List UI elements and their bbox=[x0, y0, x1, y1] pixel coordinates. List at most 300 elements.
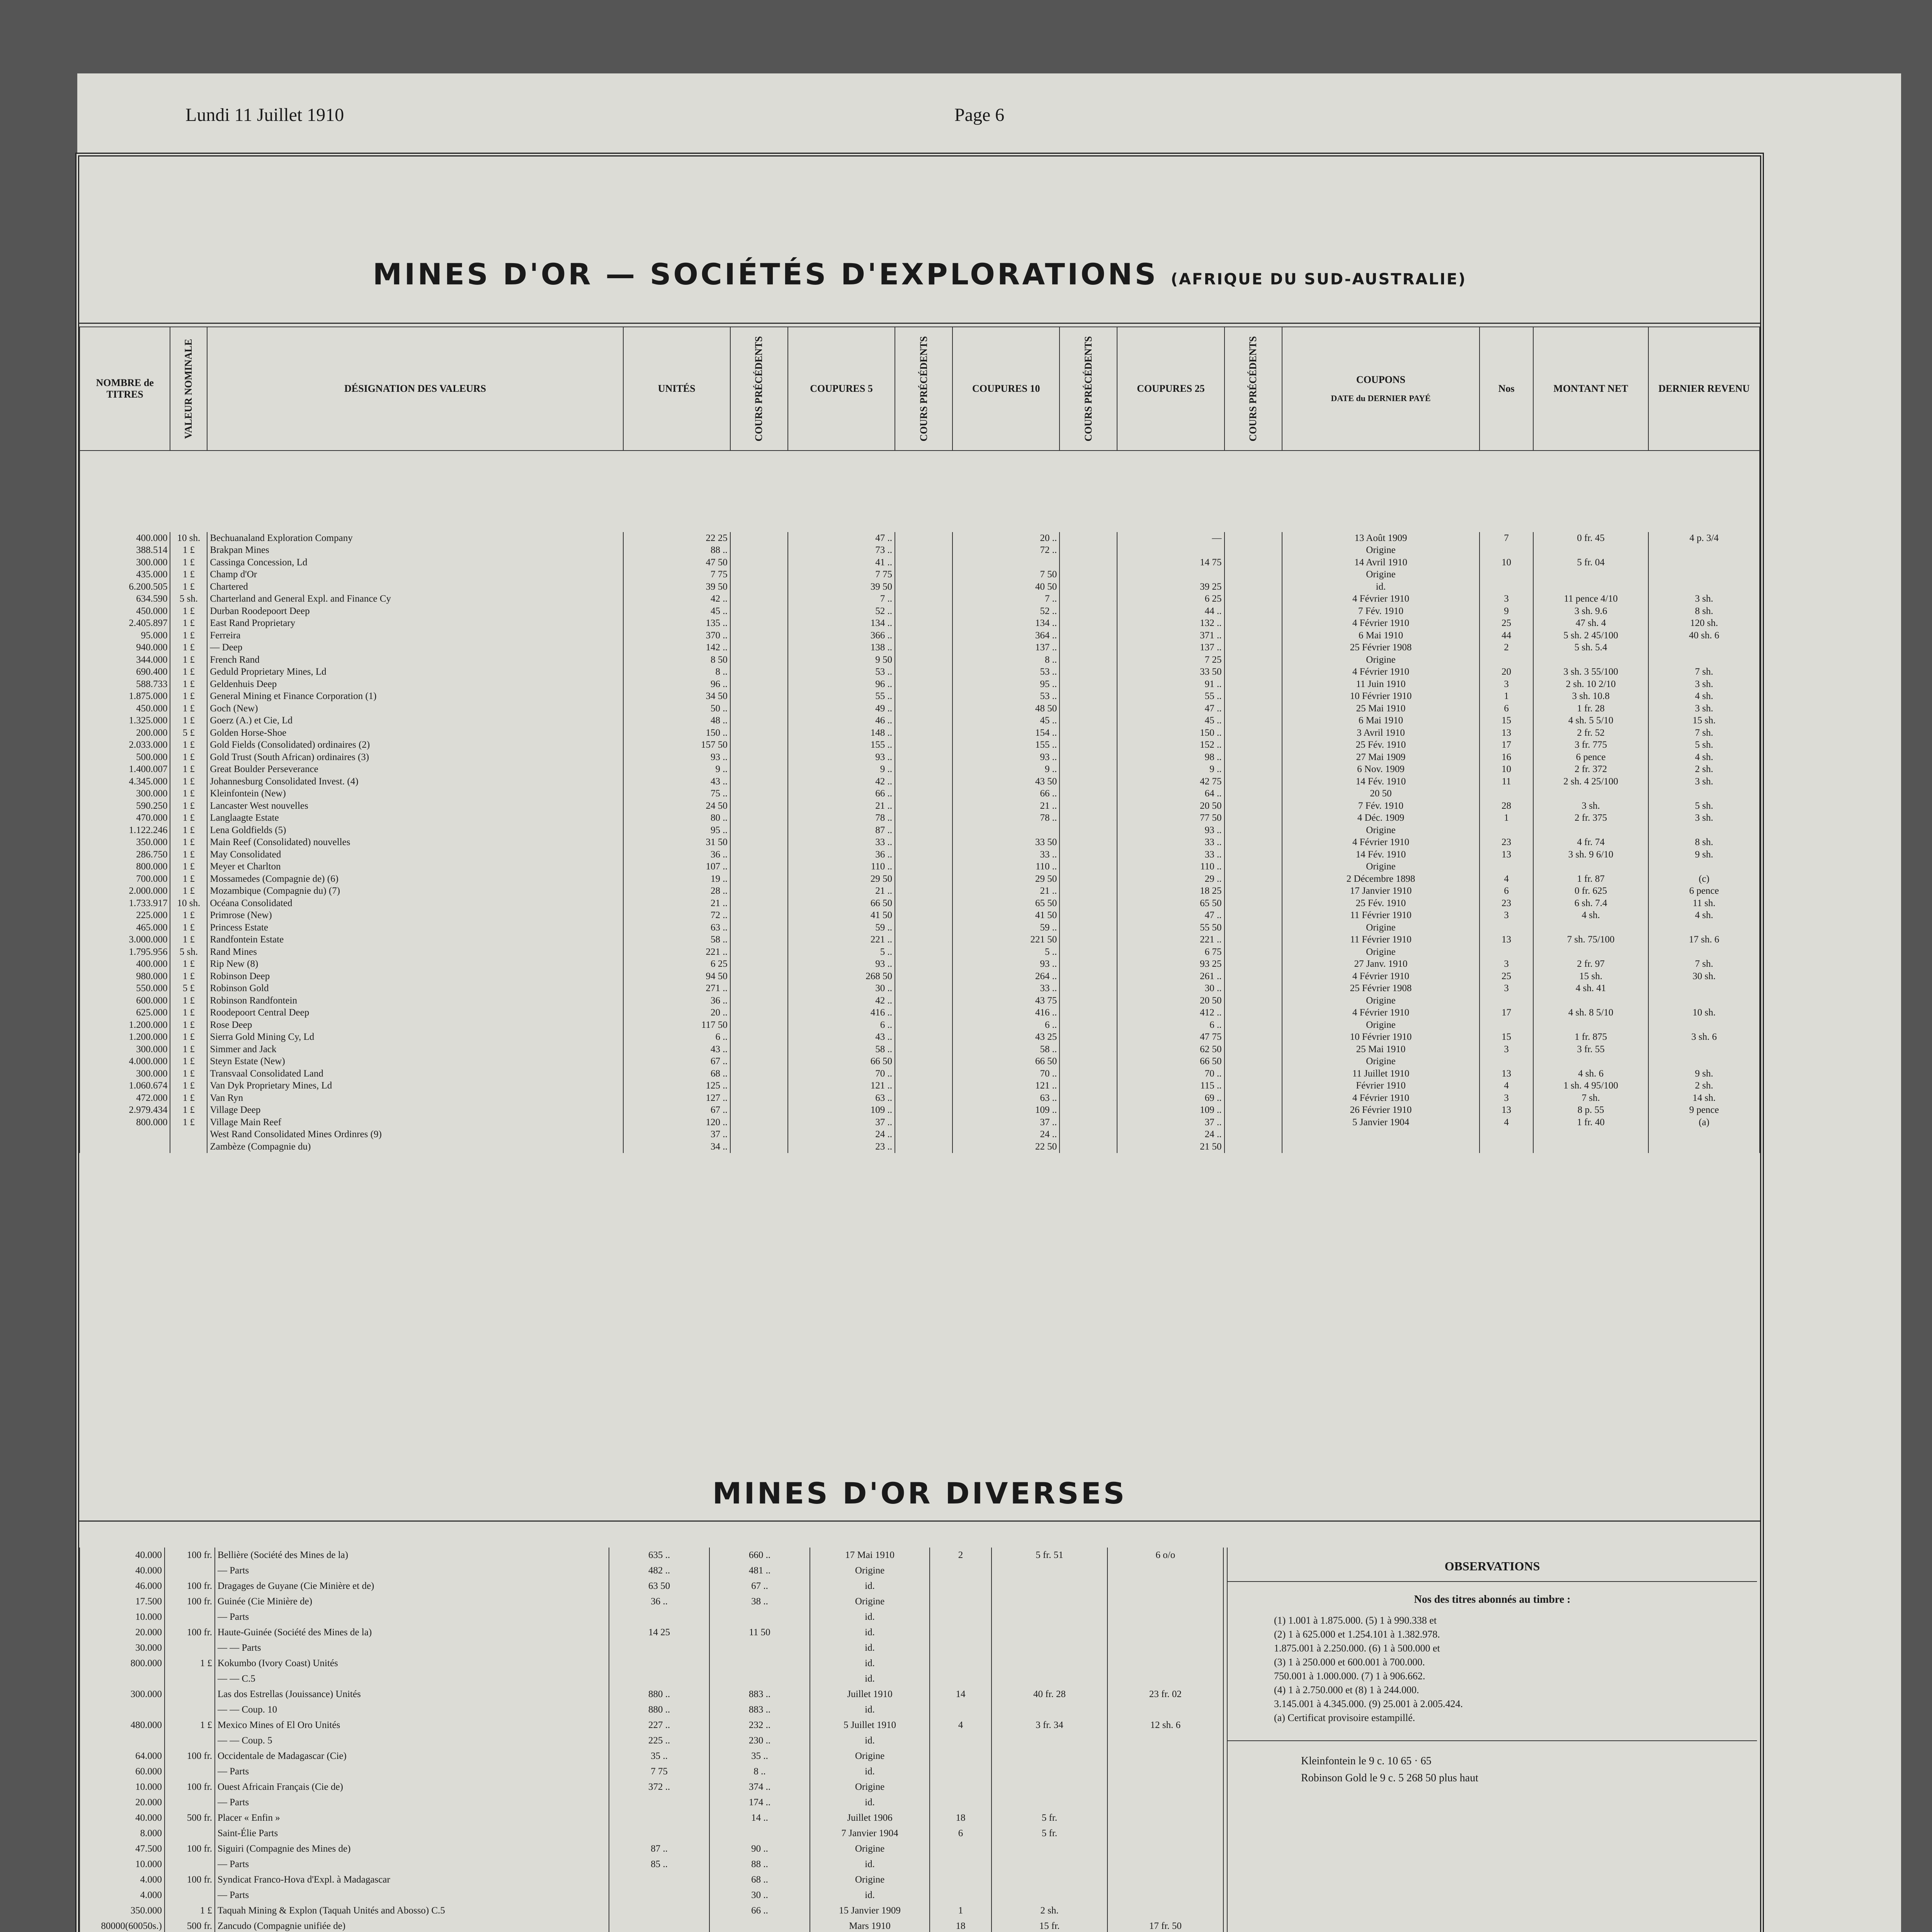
table-cell: Primrose (New) bbox=[207, 910, 623, 922]
table-cell: 3 sh. bbox=[1648, 678, 1760, 690]
table-cell: 40 50 bbox=[952, 581, 1060, 593]
table-cell: 10 bbox=[1480, 556, 1533, 569]
table-cell bbox=[895, 1019, 952, 1031]
table-cell: 1 £ bbox=[165, 1718, 215, 1733]
table-cell bbox=[609, 1656, 709, 1671]
table-cell bbox=[895, 1092, 952, 1104]
table-row bbox=[80, 1795, 1223, 1810]
table-cell bbox=[730, 970, 788, 983]
observation-line: 3.145.001 à 4.345.000. (9) 25.001 à 2.005.424. bbox=[1274, 1698, 1463, 1709]
table-row bbox=[80, 1903, 1223, 1918]
table-cell bbox=[1060, 1092, 1117, 1104]
table-cell: 77 50 bbox=[1117, 812, 1224, 825]
table-cell: 11 Février 1910 bbox=[1282, 910, 1480, 922]
table-cell bbox=[730, 824, 788, 837]
table-cell: 4 bbox=[1480, 1080, 1533, 1092]
table-cell: 1.060.674 bbox=[80, 1080, 170, 1092]
table-cell bbox=[1225, 544, 1282, 557]
table-cell: 5 fr. 51 bbox=[992, 1548, 1107, 1563]
table-cell: 800.000 bbox=[80, 1116, 170, 1129]
table-cell: 3 sh. bbox=[1533, 800, 1648, 812]
table-cell bbox=[992, 1609, 1107, 1625]
table-cell: 27 Janv. 1910 bbox=[1282, 958, 1480, 971]
table-cell: 5 fr. bbox=[992, 1810, 1107, 1826]
table-cell bbox=[1533, 995, 1648, 1007]
table-cell bbox=[1060, 946, 1117, 958]
table-cell bbox=[895, 788, 952, 800]
table-row bbox=[80, 1857, 1223, 1872]
table-cell bbox=[1648, 569, 1760, 581]
table-cell: Rose Deep bbox=[207, 1019, 623, 1031]
table-cell: 7 Fév. 1910 bbox=[1282, 605, 1480, 617]
table-cell: 4.000 bbox=[80, 1872, 165, 1888]
table-cell: 1 £ bbox=[170, 1043, 207, 1056]
table-cell bbox=[1060, 1007, 1117, 1019]
table-cell bbox=[1225, 897, 1282, 910]
table-cell bbox=[1480, 1141, 1533, 1153]
table-cell: 221 .. bbox=[1117, 934, 1224, 946]
table-row bbox=[80, 1578, 1223, 1594]
table-cell bbox=[80, 1129, 170, 1141]
table-cell: 40.000 bbox=[80, 1810, 165, 1826]
table-cell: Robinson Gold bbox=[207, 983, 623, 995]
observation-line: 750.001 à 1.000.000. (7) 1 à 906.662. bbox=[1274, 1670, 1425, 1682]
table-cell: 11 Juillet 1910 bbox=[1282, 1068, 1480, 1080]
table-row bbox=[80, 605, 1760, 617]
table-cell: 500 fr. bbox=[165, 1918, 215, 1932]
table-cell: 6 25 bbox=[1117, 593, 1224, 605]
table-cell: 3 sh. 9 6/10 bbox=[1533, 849, 1648, 861]
table-cell: 17 Janvier 1910 bbox=[1282, 885, 1480, 898]
table-cell: 93 .. bbox=[788, 751, 895, 764]
table-cell bbox=[1648, 544, 1760, 557]
table-cell: 11 pence 4/10 bbox=[1533, 593, 1648, 605]
table-cell: 13 bbox=[1480, 849, 1533, 861]
table-cell bbox=[1060, 678, 1117, 690]
table-cell: 3 bbox=[1480, 1092, 1533, 1104]
table-cell: 4.000.000 bbox=[80, 1056, 170, 1068]
table-cell: Origine bbox=[1282, 861, 1480, 873]
table-cell: 20 50 bbox=[1117, 995, 1224, 1007]
table-cell bbox=[895, 1129, 952, 1141]
table-cell: 6 o/o bbox=[1107, 1548, 1223, 1563]
table-cell bbox=[930, 1733, 992, 1748]
table-cell: 87 .. bbox=[788, 824, 895, 837]
table-cell: id. bbox=[810, 1656, 930, 1671]
table-cell: 121 .. bbox=[788, 1080, 895, 1092]
table-cell bbox=[1648, 995, 1760, 1007]
table-cell: 22 50 bbox=[952, 1141, 1060, 1153]
table-row bbox=[80, 1625, 1223, 1640]
table-cell: 45 .. bbox=[952, 715, 1060, 727]
table-cell bbox=[170, 1141, 207, 1153]
table-row bbox=[80, 1702, 1223, 1718]
table-cell bbox=[895, 922, 952, 934]
table-cell: 59 .. bbox=[952, 922, 1060, 934]
table-cell bbox=[930, 1702, 992, 1718]
table-cell: 62 50 bbox=[1117, 1043, 1224, 1056]
table-cell: 138 .. bbox=[788, 642, 895, 654]
table-cell bbox=[1225, 885, 1282, 898]
table-cell: Origine bbox=[810, 1872, 930, 1888]
table-cell: 225 .. bbox=[609, 1733, 709, 1748]
table-cell: 300.000 bbox=[80, 1068, 170, 1080]
table-cell bbox=[895, 556, 952, 569]
table-cell: Geduld Proprietary Mines, Ld bbox=[207, 666, 623, 679]
table-cell: 58 .. bbox=[623, 934, 730, 946]
table-cell: 625.000 bbox=[80, 1007, 170, 1019]
table-cell: 43 25 bbox=[952, 1031, 1060, 1044]
table-row bbox=[80, 788, 1760, 800]
table-cell: 33 .. bbox=[788, 837, 895, 849]
table-row bbox=[80, 983, 1760, 995]
table-cell bbox=[1060, 642, 1117, 654]
table-cell: 100 fr. bbox=[165, 1625, 215, 1640]
table-cell: 344.000 bbox=[80, 654, 170, 666]
table-cell bbox=[730, 873, 788, 885]
table-cell bbox=[1060, 824, 1117, 837]
table-cell: 2 sh. bbox=[1648, 1080, 1760, 1092]
table-cell bbox=[609, 1872, 709, 1888]
table-cell: 480.000 bbox=[80, 1718, 165, 1733]
table-cell bbox=[895, 678, 952, 690]
table-cell: Juillet 1906 bbox=[810, 1810, 930, 1826]
table-row bbox=[80, 739, 1760, 752]
table-cell: Village Deep bbox=[207, 1104, 623, 1117]
table-cell bbox=[1060, 995, 1117, 1007]
table-cell: 481 .. bbox=[709, 1563, 810, 1578]
table-cell: 23 bbox=[1480, 897, 1533, 910]
table-cell bbox=[930, 1795, 992, 1810]
table-cell: Cassinga Concession, Ld bbox=[207, 556, 623, 569]
table-cell: 121 .. bbox=[952, 1080, 1060, 1092]
table-cell: 1 £ bbox=[170, 1104, 207, 1117]
table-cell bbox=[1060, 837, 1117, 849]
table-cell: 3 sh. bbox=[1648, 593, 1760, 605]
table-cell: Origine bbox=[1282, 544, 1480, 557]
table-cell bbox=[730, 788, 788, 800]
table-cell: Origine bbox=[1282, 1056, 1480, 1068]
table-cell bbox=[1060, 1043, 1117, 1056]
table-cell bbox=[730, 995, 788, 1007]
table-cell bbox=[1107, 1563, 1223, 1578]
table-row bbox=[80, 702, 1760, 715]
table-cell bbox=[895, 983, 952, 995]
table-cell: Origine bbox=[1282, 922, 1480, 934]
observation-extra-line: Kleinfontein le 9 c. 10 65 · 65 bbox=[1301, 1755, 1432, 1767]
table-cell: 75 .. bbox=[623, 788, 730, 800]
table-cell: 3 bbox=[1480, 983, 1533, 995]
table-cell bbox=[609, 1888, 709, 1903]
table-cell: 268 50 bbox=[788, 970, 895, 983]
table-cell bbox=[1107, 1702, 1223, 1718]
table-cell bbox=[730, 751, 788, 764]
table-cell: 14 bbox=[930, 1687, 992, 1702]
table-cell bbox=[930, 1578, 992, 1594]
table-cell: 5 fr. 04 bbox=[1533, 556, 1648, 569]
table-cell bbox=[709, 1671, 810, 1687]
table-cell: 20.000 bbox=[80, 1625, 165, 1640]
table-cell bbox=[1648, 1129, 1760, 1141]
table-cell: 66 .. bbox=[952, 788, 1060, 800]
table-cell: 1 £ bbox=[170, 617, 207, 630]
table-cell: 482 .. bbox=[609, 1563, 709, 1578]
table-row bbox=[80, 1826, 1223, 1841]
table-cell: 1 £ bbox=[170, 629, 207, 642]
table-cell bbox=[1225, 556, 1282, 569]
table-row bbox=[80, 1563, 1223, 1578]
table-row bbox=[80, 1031, 1760, 1044]
table-cell: 8 .. bbox=[952, 654, 1060, 666]
table-cell: Village Main Reef bbox=[207, 1116, 623, 1129]
table-cell bbox=[1107, 1764, 1223, 1779]
table-cell: 6 25 bbox=[623, 958, 730, 971]
table-cell bbox=[730, 897, 788, 910]
table-cell: 1.122.246 bbox=[80, 824, 170, 837]
table-cell: id. bbox=[810, 1640, 930, 1656]
table-cell bbox=[1107, 1609, 1223, 1625]
table-cell: 300.000 bbox=[80, 556, 170, 569]
table-cell bbox=[930, 1857, 992, 1872]
table-cell: 20 50 bbox=[1117, 800, 1224, 812]
col-unites: UNITÉS bbox=[623, 327, 730, 451]
table-cell: Main Reef (Consolidated) nouvelles bbox=[207, 837, 623, 849]
table-row bbox=[80, 776, 1760, 788]
table-cell: Roodepoort Central Deep bbox=[207, 1007, 623, 1019]
table-cell: 47 75 bbox=[1117, 1031, 1224, 1044]
table-cell: Robinson Randfontein bbox=[207, 995, 623, 1007]
table-cell: 3 Avril 1910 bbox=[1282, 727, 1480, 739]
table-cell bbox=[895, 629, 952, 642]
table-cell: Lena Goldfields (5) bbox=[207, 824, 623, 837]
table-cell: 42 75 bbox=[1117, 776, 1224, 788]
table-cell bbox=[1225, 581, 1282, 593]
table-cell: 55 50 bbox=[1117, 922, 1224, 934]
table-cell: 63 .. bbox=[623, 922, 730, 934]
table-cell: 18 bbox=[930, 1810, 992, 1826]
table-cell: 109 .. bbox=[788, 1104, 895, 1117]
table-cell bbox=[895, 739, 952, 752]
table-cell: 1 £ bbox=[170, 556, 207, 569]
table-cell: 9 pence bbox=[1648, 1104, 1760, 1117]
table-cell: — — Coup. 5 bbox=[215, 1733, 609, 1748]
table-cell: 6 Nov. 1909 bbox=[1282, 764, 1480, 776]
table-cell: 52 .. bbox=[952, 605, 1060, 617]
col-designation: DÉSIGNATION DES VALEURS bbox=[207, 327, 623, 451]
table-cell: Rip New (8) bbox=[207, 958, 623, 971]
table-cell bbox=[930, 1625, 992, 1640]
table-cell bbox=[609, 1640, 709, 1656]
table-cell: 4 sh. 8 5/10 bbox=[1533, 1007, 1648, 1019]
table-cell: 1 £ bbox=[170, 1068, 207, 1080]
table-cell: 700.000 bbox=[80, 873, 170, 885]
table-cell: 800.000 bbox=[80, 861, 170, 873]
table-cell: 37 .. bbox=[788, 1116, 895, 1129]
table-cell: 3 bbox=[1480, 1043, 1533, 1056]
table-cell: 3 sh. bbox=[1648, 702, 1760, 715]
table-cell: 1 £ bbox=[165, 1903, 215, 1918]
table-cell: 14 Avril 1910 bbox=[1282, 556, 1480, 569]
mines-or-table bbox=[79, 327, 1760, 1153]
table-cell: id. bbox=[810, 1671, 930, 1687]
table-cell: 40.000 bbox=[80, 1563, 165, 1578]
table-cell: 53 .. bbox=[788, 666, 895, 679]
observations-title: OBSERVATIONS bbox=[1444, 1559, 1540, 1573]
table-cell: Great Boulder Perseverance bbox=[207, 764, 623, 776]
table-cell: 18 bbox=[930, 1918, 992, 1932]
table-cell: 17 Mai 1910 bbox=[810, 1548, 930, 1563]
table-cell bbox=[730, 837, 788, 849]
table-cell: 100 fr. bbox=[165, 1548, 215, 1563]
table-cell bbox=[1225, 617, 1282, 630]
table-cell: 14 75 bbox=[1117, 556, 1224, 569]
table-cell bbox=[1225, 1092, 1282, 1104]
table-cell bbox=[992, 1733, 1107, 1748]
table-cell: 37 .. bbox=[952, 1116, 1060, 1129]
table-row bbox=[80, 593, 1760, 605]
table-cell bbox=[930, 1594, 992, 1609]
table-cell: 45 .. bbox=[1117, 715, 1224, 727]
table-row bbox=[80, 1043, 1760, 1056]
table-cell bbox=[1060, 958, 1117, 971]
table-cell bbox=[730, 605, 788, 617]
table-cell: 372 .. bbox=[609, 1779, 709, 1795]
table-cell bbox=[1060, 605, 1117, 617]
table-cell bbox=[730, 1007, 788, 1019]
table-row bbox=[80, 581, 1760, 593]
col-coupures5: COUPURES 5 bbox=[788, 327, 895, 451]
table-cell bbox=[1107, 1872, 1223, 1888]
table-cell bbox=[730, 690, 788, 703]
observations-extra bbox=[1228, 1749, 1757, 1791]
content-frame bbox=[75, 153, 1764, 1932]
table-cell bbox=[992, 1748, 1107, 1764]
table-cell: 55 .. bbox=[788, 690, 895, 703]
table-cell bbox=[730, 861, 788, 873]
table-cell: 21 .. bbox=[623, 897, 730, 910]
table-cell: 63 .. bbox=[788, 1092, 895, 1104]
table-cell: 25 Février 1908 bbox=[1282, 983, 1480, 995]
table-cell bbox=[730, 1056, 788, 1068]
table-cell: Origine bbox=[1282, 995, 1480, 1007]
table-cell: 350.000 bbox=[80, 837, 170, 849]
table-cell: 940.000 bbox=[80, 642, 170, 654]
table-cell: 15 Janvier 1909 bbox=[810, 1903, 930, 1918]
table-cell bbox=[1225, 1056, 1282, 1068]
table-cell: Bechuanaland Exploration Company bbox=[207, 532, 623, 544]
table-cell bbox=[1060, 788, 1117, 800]
col-dernier: DERNIER REVENU bbox=[1648, 327, 1760, 451]
table-cell bbox=[1060, 910, 1117, 922]
table-cell: 36 .. bbox=[609, 1594, 709, 1609]
table-cell: 33 .. bbox=[952, 983, 1060, 995]
table-cell: 10 sh. bbox=[170, 897, 207, 910]
observation-line: 1.875.001 à 2.250.000. (6) 1 à 500.000 et bbox=[1274, 1643, 1440, 1654]
table-cell: Bellière (Société des Mines de la) bbox=[215, 1548, 609, 1563]
table-cell: Origine bbox=[810, 1594, 930, 1609]
table-cell bbox=[730, 593, 788, 605]
table-cell: 10 Février 1910 bbox=[1282, 690, 1480, 703]
table-cell: 5 sh. 5.4 bbox=[1533, 642, 1648, 654]
table-cell: id. bbox=[810, 1857, 930, 1872]
table-row bbox=[80, 544, 1760, 557]
table-cell: Van Dyk Proprietary Mines, Ld bbox=[207, 1080, 623, 1092]
table-cell bbox=[1060, 983, 1117, 995]
table-cell: 7 .. bbox=[952, 593, 1060, 605]
table-cell bbox=[609, 1671, 709, 1687]
table-cell: Syndicat Franco-Hova d'Expl. à Madagascar bbox=[215, 1872, 609, 1888]
table-row bbox=[80, 970, 1760, 983]
table-cell bbox=[992, 1764, 1107, 1779]
table-cell: 70 .. bbox=[788, 1068, 895, 1080]
table-cell bbox=[1648, 824, 1760, 837]
table-cell: 20 .. bbox=[623, 1007, 730, 1019]
table-cell: Johannesburg Consolidated Invest. (4) bbox=[207, 776, 623, 788]
table-cell: 155 .. bbox=[952, 739, 1060, 752]
table-cell: 135 .. bbox=[623, 617, 730, 630]
table-row bbox=[80, 995, 1760, 1007]
table-cell: 1 £ bbox=[170, 702, 207, 715]
col-valeur: VALEUR NOMINALE bbox=[170, 327, 207, 451]
table-cell: 8 sh. bbox=[1648, 605, 1760, 617]
table-cell: 64.000 bbox=[80, 1748, 165, 1764]
table-cell: Dragages de Guyane (Cie Minière et de) bbox=[215, 1578, 609, 1594]
table-cell: 20 .. bbox=[952, 532, 1060, 544]
table-cell: Sierra Gold Mining Cy, Ld bbox=[207, 1031, 623, 1044]
table-cell: 21 .. bbox=[952, 885, 1060, 898]
table-cell bbox=[1060, 1056, 1117, 1068]
table-cell: 44 bbox=[1480, 629, 1533, 642]
table-cell: 96 .. bbox=[623, 678, 730, 690]
table-row bbox=[80, 1594, 1223, 1609]
table-cell: 1 £ bbox=[170, 690, 207, 703]
table-cell: 221 50 bbox=[952, 934, 1060, 946]
table-cell: 0 fr. 45 bbox=[1533, 532, 1648, 544]
table-cell bbox=[895, 970, 952, 983]
table-cell: 21 .. bbox=[788, 885, 895, 898]
table-cell: 8 50 bbox=[623, 654, 730, 666]
table-cell: 31 50 bbox=[623, 837, 730, 849]
table-cell bbox=[165, 1563, 215, 1578]
table-cell bbox=[1225, 605, 1282, 617]
table-cell bbox=[1225, 995, 1282, 1007]
table-cell: 1.875.000 bbox=[80, 690, 170, 703]
table-cell bbox=[730, 544, 788, 557]
table-cell bbox=[730, 1116, 788, 1129]
table-cell bbox=[730, 678, 788, 690]
page-date: Lundi 11 Juillet 1910 bbox=[185, 105, 344, 125]
table-cell: 4 bbox=[930, 1718, 992, 1733]
table-cell: 66 .. bbox=[709, 1903, 810, 1918]
table-cell bbox=[1225, 824, 1282, 837]
table-cell: Origine bbox=[810, 1563, 930, 1578]
table-cell: 6 pence bbox=[1533, 751, 1648, 764]
table-cell bbox=[1225, 946, 1282, 958]
table-cell: 134 .. bbox=[952, 617, 1060, 630]
table-cell: 15 fr. bbox=[992, 1918, 1107, 1932]
table-cell bbox=[730, 946, 788, 958]
table-cell: 30 .. bbox=[788, 983, 895, 995]
table-cell bbox=[1480, 824, 1533, 837]
table-cell bbox=[895, 1031, 952, 1044]
table-cell: 1 £ bbox=[170, 1092, 207, 1104]
table-cell: 10 bbox=[1480, 764, 1533, 776]
table-cell bbox=[930, 1609, 992, 1625]
table-cell: Champ d'Or bbox=[207, 569, 623, 581]
table-cell bbox=[165, 1702, 215, 1718]
table-cell: 1 £ bbox=[170, 739, 207, 752]
table-cell: Juillet 1910 bbox=[810, 1687, 930, 1702]
